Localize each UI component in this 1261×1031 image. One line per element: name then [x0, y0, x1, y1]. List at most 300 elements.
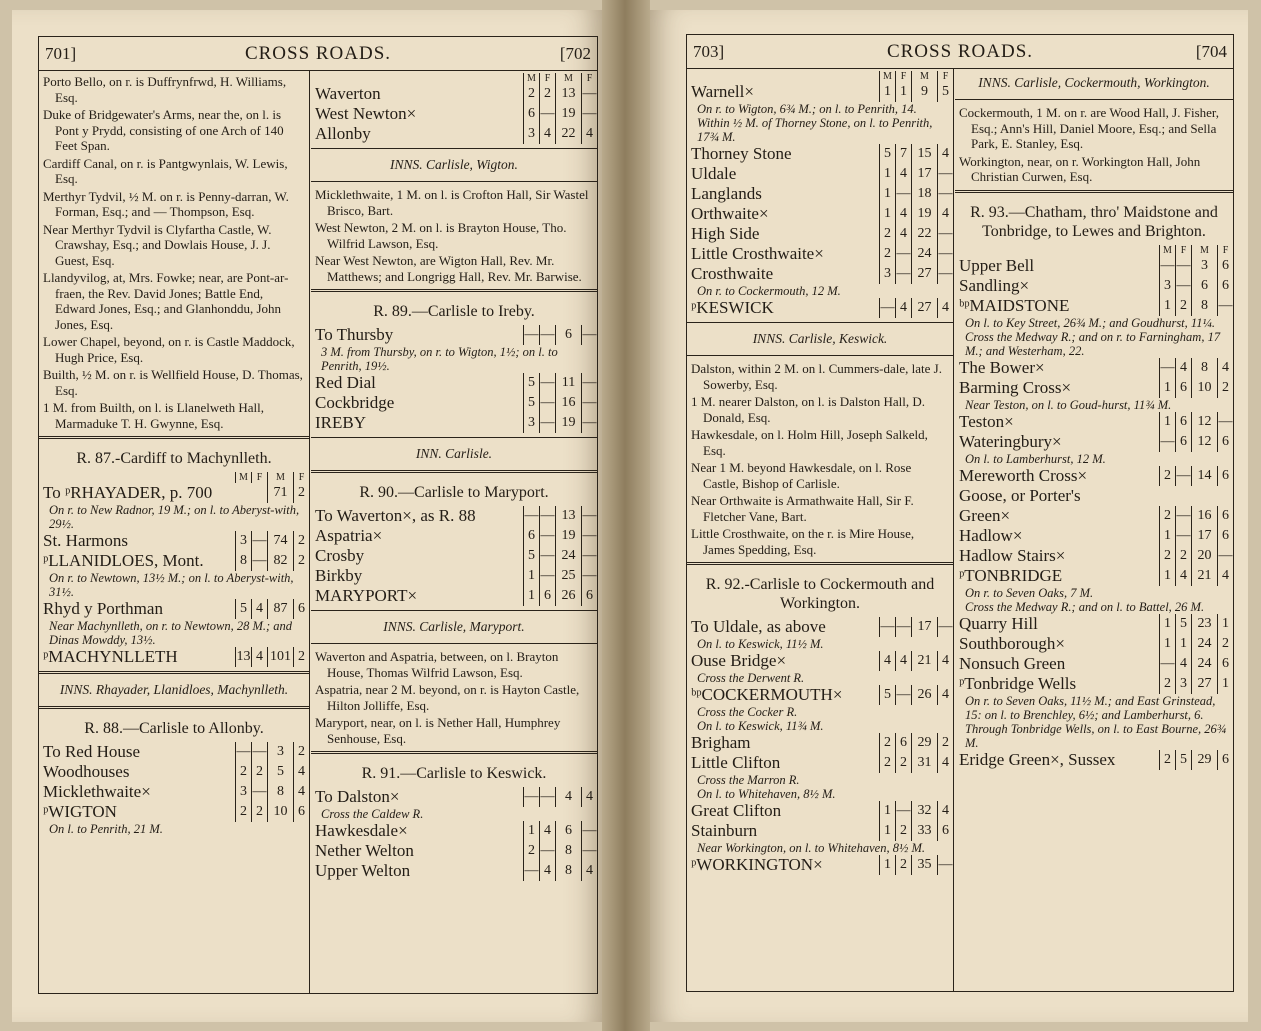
note-paragraph: Merthyr Tydvil, ½ M. on r. is Penny-darran, W. Forman, Esq.; and — Thompson, Esq. — [43, 188, 289, 219]
furlongs-stage: 2 — [539, 84, 555, 104]
right-page-frame — [686, 34, 1234, 992]
column-label: F — [293, 472, 309, 483]
miles-stage: 5 — [523, 373, 539, 393]
miles-stage: 2 — [235, 802, 251, 822]
direction-note: On l. to Lamberhurst, 12 M. — [965, 451, 1106, 466]
furlongs-total: 4 — [581, 124, 597, 144]
furlongs-stage: — — [1175, 526, 1191, 546]
miles-total: 87 — [267, 599, 293, 619]
furlongs-stage: 4 — [1175, 358, 1191, 378]
furlongs-stage: 4 — [895, 164, 911, 184]
furlongs-stage: 2 — [895, 821, 911, 841]
route-row — [955, 486, 1233, 506]
miles-total: 24 — [911, 244, 937, 264]
place-name: Langlands — [691, 184, 762, 203]
furlongs-total: 2 — [1217, 378, 1233, 398]
miles-total: 24 — [1191, 654, 1217, 674]
route-row — [687, 733, 953, 753]
route-row — [955, 466, 1233, 486]
furlongs-total: — — [581, 373, 597, 393]
miles-stage: 1 — [879, 204, 895, 224]
miles-stage: — — [1159, 432, 1175, 452]
furlongs-stage: — — [539, 413, 555, 433]
furlongs-total: 4 — [937, 753, 953, 773]
miles-stage: 6 — [523, 104, 539, 124]
miles-stage: 3 — [523, 124, 539, 144]
miles-total: 31 — [911, 753, 937, 773]
inns-line: INNS. Carlisle, Cockermouth, Workington. — [978, 75, 1210, 90]
furlongs-stage: — — [1175, 276, 1191, 296]
miles-stage: 1 — [1159, 296, 1175, 316]
place-name: Sandling× — [959, 275, 1030, 295]
place-name: Allonby — [315, 124, 371, 143]
place-name: Teston× — [959, 411, 1014, 431]
miles-total: 19 — [911, 204, 937, 224]
furlongs-stage: 6 — [1175, 432, 1191, 452]
place-name: ᵖLLANIDLOES, Mont. — [43, 551, 204, 570]
miles-stage: 1 — [879, 801, 895, 821]
miles-stage: — — [1159, 654, 1175, 674]
route-row — [687, 244, 953, 264]
column-label: F — [251, 472, 267, 483]
route-row — [687, 801, 953, 821]
miles-stage: 1 — [1159, 614, 1175, 634]
miles-total: 71 — [267, 483, 293, 503]
route-row — [955, 276, 1233, 296]
miles-total: 11 — [555, 373, 581, 393]
furlongs-stage: 5 — [1175, 750, 1191, 770]
furlongs-stage: — — [539, 506, 555, 526]
note-paragraph: Dalston, within 2 M. on l. Cummers-dale, late J. Sowerby, Esq. — [691, 361, 942, 392]
column-divider — [953, 69, 954, 991]
place-name: Hawkesdale× — [315, 821, 408, 840]
miles-total: 18 — [911, 184, 937, 204]
column-label: M — [1191, 245, 1217, 256]
furlongs-stage: — — [539, 373, 555, 393]
direction-note: Cross the Derwent R. — [697, 671, 805, 685]
miles-stage: 2 — [1159, 466, 1175, 486]
route-row — [311, 393, 597, 413]
miles-stage: — — [523, 506, 539, 526]
miles-stage: 2 — [523, 841, 539, 861]
note-paragraph: Duke of Bridgewater's Arms, near the, on l. is Pont y Prydd, consisting of one Arch of 140 Feet Span. — [43, 107, 284, 153]
furlongs-stage: 1 — [895, 82, 911, 102]
column-label: M — [1159, 245, 1175, 256]
furlongs-total: 1 — [1217, 614, 1233, 634]
place-name: ᵖWIGTON — [43, 802, 117, 821]
place-name: Goose, or Porter's — [959, 485, 1081, 505]
route-row — [687, 617, 953, 637]
route-row — [955, 412, 1233, 432]
place-name: Nether Welton — [315, 841, 414, 860]
left-page-frame — [38, 36, 598, 994]
place-name: Mereworth Cross× — [959, 465, 1088, 485]
furlongs-stage: 6 — [1175, 378, 1191, 398]
furlongs-stage: 4 — [1175, 654, 1191, 674]
miles-stage: 5 — [523, 546, 539, 566]
miles-total: 10 — [1191, 378, 1217, 398]
miles-total: 26 — [911, 685, 937, 705]
miles-total: 4 — [555, 787, 581, 807]
miles-stage: 2 — [1159, 546, 1175, 566]
furlongs-stage: — — [251, 742, 267, 762]
page-number-703: 703] — [693, 41, 725, 61]
route-row — [955, 432, 1233, 452]
miles-stage: 2 — [879, 733, 895, 753]
miles-total: 21 — [911, 651, 937, 671]
furlongs-stage: — — [251, 551, 267, 571]
direction-note: Cross the Cocker R. — [697, 705, 798, 719]
furlongs-stage: 4 — [539, 861, 555, 881]
miles-total: 8 — [267, 782, 293, 802]
furlongs-stage: 2 — [1175, 546, 1191, 566]
furlongs-total: — — [937, 224, 953, 244]
miles-stage: 3 — [1159, 276, 1175, 296]
miles-total: 26 — [555, 586, 581, 606]
route-row — [687, 224, 953, 244]
furlongs-total: 6 — [1217, 750, 1233, 770]
furlongs-stage: 4 — [895, 204, 911, 224]
route-row — [955, 566, 1233, 586]
direction-note: Cross the Caldew R. — [321, 807, 424, 821]
furlongs-total: — — [1217, 546, 1233, 566]
left-column-1 — [39, 73, 309, 993]
miles-stage: — — [235, 742, 251, 762]
place-name: Thorney Stone — [691, 144, 792, 163]
place-name: To Waverton×, as R. 88 — [315, 506, 476, 525]
miles-stage: 2 — [879, 244, 895, 264]
note-paragraph: Porto Bello, on r. is Duffrynfrwd, H. Williams, Esq. — [43, 74, 287, 105]
miles-total: 5 — [267, 762, 293, 782]
miles-stage: 3 — [879, 264, 895, 284]
place-name: Barming Cross× — [959, 377, 1072, 397]
direction-note: On l. to Whitehaven, 8½ M. — [697, 787, 836, 801]
place-name: Stainburn — [691, 821, 758, 840]
furlongs-total: 4 — [581, 787, 597, 807]
direction-note: On l. to Keswick, 11¾ M. — [697, 719, 824, 733]
rule — [39, 671, 309, 674]
miles-stage: 2 — [879, 224, 895, 244]
route-row — [687, 144, 953, 164]
furlongs-stage: — — [1175, 466, 1191, 486]
column-label: M — [235, 472, 251, 483]
column-label: M — [267, 472, 293, 483]
furlongs-stage: 4 — [895, 298, 911, 318]
furlongs-total: 6 — [293, 802, 309, 822]
miles-total: 24 — [1191, 634, 1217, 654]
note-paragraph: West Newton, 2 M. on l. is Brayton House, Tho. Wilfrid Lawson, Esq. — [315, 220, 567, 251]
place-name: Hadlow× — [959, 525, 1023, 545]
furlongs-stage: — — [251, 782, 267, 802]
column-label: M — [523, 73, 539, 84]
rule — [311, 437, 597, 438]
miles-total: 27 — [911, 298, 937, 318]
left-column-2 — [311, 73, 597, 993]
miles-stage: 1 — [523, 566, 539, 586]
route-row — [955, 614, 1233, 634]
column-label: M — [555, 73, 581, 84]
furlongs-stage: 4 — [251, 647, 267, 667]
place-name: Ouse Bridge× — [691, 651, 787, 670]
miles-stage: — — [523, 787, 539, 807]
place-name: ᵖTONBRIDGE — [959, 565, 1063, 585]
direction-note: Cross the Marron R. — [697, 773, 800, 787]
miles-stage: 1 — [1159, 634, 1175, 654]
route-row — [39, 762, 309, 782]
furlongs-stage: — — [895, 264, 911, 284]
route-row — [39, 483, 309, 503]
note-paragraph: Near Orthwaite is Armathwaite Hall, Sir F. Fletcher Vane, Bart. — [691, 493, 914, 524]
place-name: Crosthwaite — [691, 264, 774, 283]
place-name: Upper Welton — [315, 861, 411, 880]
place-name: Red Dial — [315, 373, 376, 392]
furlongs-stage: — — [539, 526, 555, 546]
route-title: R. 90.—Carlisle to Maryport. — [359, 484, 549, 501]
furlongs-total: — — [1217, 296, 1233, 316]
furlongs-total: — — [581, 84, 597, 104]
miles-stage: 2 — [1159, 674, 1175, 694]
route-title: R. 93.—Chatham, thro' Maidstone and Tonbridge, to Lewes and Brighton. — [970, 203, 1218, 240]
direction-note: Near Workington, on l. to Whitehaven, 8½ M. — [697, 841, 925, 855]
place-name: Eridge Green×, Sussex — [959, 749, 1116, 769]
place-name: Uldale — [691, 164, 737, 183]
furlongs-total: — — [581, 821, 597, 841]
miles-total: 17 — [911, 617, 937, 637]
miles-total: 29 — [911, 733, 937, 753]
rule — [311, 289, 597, 292]
route-row — [687, 164, 953, 184]
note-paragraph: Hawkesdale, on l. Holm Hill, Joseph Salkeld, Esq. — [691, 427, 928, 458]
miles-stage: 1 — [1159, 378, 1175, 398]
book-gutter — [602, 0, 650, 1031]
route-row — [955, 256, 1233, 276]
furlongs-total: — — [581, 841, 597, 861]
rule — [687, 355, 953, 356]
miles-total: 25 — [555, 566, 581, 586]
miles-total: 27 — [911, 264, 937, 284]
route-row — [311, 821, 597, 841]
furlongs-stage: 6 — [895, 733, 911, 753]
miles-stage: 3 — [523, 413, 539, 433]
direction-note: On r. to Wigton, 6¾ M.; on l. to Penrith, 14. — [697, 102, 917, 116]
furlongs-stage: 4 — [539, 124, 555, 144]
route-row — [687, 685, 953, 705]
page-number-704: [704 — [1195, 41, 1227, 61]
furlongs-total: — — [937, 855, 953, 875]
place-name: High Side — [691, 224, 760, 243]
direction-note: On r. to New Radnor, 19 M.; on l. to Aberyst-with, 29½. — [49, 503, 300, 531]
place-name: Brigham — [691, 733, 751, 752]
route-row — [687, 264, 953, 284]
furlongs-stage: — — [539, 546, 555, 566]
place-name: Green× — [959, 505, 1011, 525]
furlongs-total: 4 — [937, 801, 953, 821]
note-paragraph: Llandyvilog, at, Mrs. Fowke; near, are Pont-ar-fraen, the Rev. David Jones; Battle End, Edward Jones, Esq.; and Glanhonddu, John Jones, Esq. — [43, 270, 289, 332]
place-name: St. Harmons — [43, 531, 128, 550]
miles-total: 6 — [1191, 276, 1217, 296]
furlongs-stage: 2 — [251, 762, 267, 782]
furlongs-total: — — [937, 164, 953, 184]
right-column-1 — [687, 71, 953, 991]
furlongs-total: 6 — [1217, 506, 1233, 526]
route-row — [311, 84, 597, 104]
column-label: F — [1217, 245, 1233, 256]
furlongs-total: — — [581, 506, 597, 526]
furlongs-stage: — — [539, 787, 555, 807]
furlongs-total: — — [581, 325, 597, 345]
place-name: Nonsuch Green — [959, 653, 1066, 673]
miles-total: 6 — [555, 325, 581, 345]
furlongs-stage: — — [895, 244, 911, 264]
furlongs-total: 2 — [293, 551, 309, 571]
rule — [311, 470, 597, 473]
route-row — [687, 821, 953, 841]
miles-total: 35 — [911, 855, 937, 875]
place-name: ᵇᵖCOCKERMOUTH× — [691, 685, 843, 704]
furlongs-total: — — [937, 264, 953, 284]
right-page — [650, 10, 1248, 1022]
column-label: F — [539, 73, 555, 84]
note-paragraph: Micklethwaite, 1 M. on l. is Crofton Hall, Sir Wastel Brisco, Bart. — [315, 187, 589, 218]
place-name: ᵖTonbridge Wells — [959, 673, 1077, 693]
miles-total: 8 — [1191, 358, 1217, 378]
miles-total: 19 — [555, 526, 581, 546]
route-row — [39, 782, 309, 802]
place-name: To Dalston× — [315, 787, 400, 806]
miles-stage: 1 — [1159, 526, 1175, 546]
place-name: The Bower× — [959, 357, 1045, 377]
place-name: Micklethwaite× — [43, 782, 151, 801]
place-name: Little Clifton — [691, 753, 781, 772]
miles-total: 29 — [1191, 750, 1217, 770]
miles-total: 24 — [555, 546, 581, 566]
route-row — [687, 184, 953, 204]
furlongs-stage: — — [895, 801, 911, 821]
miles-stage: 5 — [523, 393, 539, 413]
miles-stage: 1 — [879, 821, 895, 841]
miles-total: 20 — [1191, 546, 1217, 566]
miles-stage: 5 — [879, 685, 895, 705]
furlongs-total: 4 — [937, 144, 953, 164]
miles-stage: 1 — [879, 164, 895, 184]
furlongs-total: 6 — [581, 586, 597, 606]
miles-total: 21 — [1191, 566, 1217, 586]
miles-total: 22 — [911, 224, 937, 244]
route-row — [955, 654, 1233, 674]
place-name: ᵖWORKINGTON× — [691, 855, 823, 874]
route-row — [955, 358, 1233, 378]
direction-note: On l. to Penrith, 21 M. — [49, 822, 163, 836]
miles-stage: 2 — [1159, 750, 1175, 770]
miles-total: 32 — [911, 801, 937, 821]
route-row — [39, 599, 309, 619]
furlongs-total: — — [937, 184, 953, 204]
route-row — [311, 566, 597, 586]
route-row — [687, 82, 953, 102]
route-row — [955, 546, 1233, 566]
miles-furlongs-header — [311, 73, 597, 84]
furlongs-total: 6 — [1217, 466, 1233, 486]
route-row — [311, 506, 597, 526]
furlongs-total: 4 — [937, 651, 953, 671]
route-row — [39, 802, 309, 822]
inns-line: INNS. Carlisle, Keswick. — [752, 331, 888, 346]
miles-total: 22 — [555, 124, 581, 144]
place-name: Hadlow Stairs× — [959, 545, 1066, 565]
miles-total: 12 — [1191, 412, 1217, 432]
note-paragraph: Cockermouth, 1 M. on r. are Wood Hall, J. Fisher, Esq.; Ann's Hill, Daniel Moore, Esq.; and Sella Park, E. Stanley, Esq. — [959, 105, 1219, 151]
miles-stage: 3 — [235, 782, 251, 802]
furlongs-stage: — — [895, 184, 911, 204]
miles-stage: 1 — [879, 184, 895, 204]
route-row — [311, 841, 597, 861]
miles-total: 6 — [555, 821, 581, 841]
furlongs-total: 2 — [293, 531, 309, 551]
direction-note: 3 M. from Thursby, on r. to Wigton, 1½; on l. to Penrith, 19½. — [321, 345, 558, 373]
furlongs-total: 4 — [937, 685, 953, 705]
rule — [311, 610, 597, 611]
column-divider — [309, 71, 310, 993]
furlongs-stage: 2 — [895, 753, 911, 773]
place-name: Warnell× — [691, 82, 754, 101]
miles-total: 16 — [1191, 506, 1217, 526]
miles-total: 8 — [1191, 296, 1217, 316]
route-row — [311, 546, 597, 566]
rule — [687, 322, 953, 323]
note-paragraph: Waverton and Aspatria, between, on l. Brayton House, Thomas Wilfrid Lawson, Esq. — [315, 649, 559, 680]
miles-stage: 1 — [1159, 412, 1175, 432]
furlongs-total: 4 — [1217, 566, 1233, 586]
inns-line: INN. Carlisle. — [415, 446, 493, 461]
miles-stage: — — [523, 325, 539, 345]
place-name: Cockbridge — [315, 393, 395, 412]
furlongs-total: 6 — [1217, 256, 1233, 276]
miles-furlongs-header — [687, 71, 953, 82]
note-paragraph: Lower Chapel, beyond, on r. is Castle Maddock, Hugh Price, Esq. — [43, 334, 295, 365]
right-page-title: CROSS ROADS. — [886, 40, 1034, 62]
note-paragraph: 1 M. from Builth, on l. is Llanelweth Hall, Marmaduke T. H. Gwynne, Esq. — [43, 400, 264, 431]
route-row — [311, 787, 597, 807]
rule — [39, 436, 309, 439]
left-page-header — [39, 37, 597, 71]
direction-note: Cross the Medway R.; and on l. to Battel, 26 M. — [965, 599, 1205, 614]
right-page-header — [687, 35, 1233, 69]
furlongs-stage: 1 — [1175, 634, 1191, 654]
furlongs-stage: 2 — [251, 802, 267, 822]
miles-stage: 1 — [1159, 566, 1175, 586]
inns-line: INNS. Carlisle, Wigton. — [390, 157, 518, 172]
note-paragraph: Little Crosthwaite, on the r. is Mire House, James Spedding, Esq. — [691, 526, 915, 557]
note-paragraph: Aspatria, near 2 M. beyond, on r. is Hayton Castle, Hilton Jolliffe, Esq. — [315, 682, 580, 713]
route-row — [687, 651, 953, 671]
rule — [955, 190, 1233, 193]
route-row — [311, 373, 597, 393]
page-number-702: [702 — [559, 43, 591, 63]
furlongs-total: 6 — [1217, 526, 1233, 546]
direction-note: On l. to Key Street, 26¾ M.; and Goudhurst, 11¼. — [965, 315, 1215, 330]
miles-stage: 13 — [235, 647, 251, 667]
place-name: ᵖMACHYNLLETH — [43, 647, 178, 666]
furlongs-total: 4 — [1217, 358, 1233, 378]
furlongs-total: 6 — [1217, 276, 1233, 296]
furlongs-total: 6 — [293, 599, 309, 619]
miles-total: 14 — [1191, 466, 1217, 486]
miles-stage: — — [1159, 256, 1175, 276]
route-row — [311, 104, 597, 124]
furlongs-total: — — [581, 413, 597, 433]
miles-total: 17 — [1191, 526, 1217, 546]
furlongs-total: 4 — [937, 204, 953, 224]
